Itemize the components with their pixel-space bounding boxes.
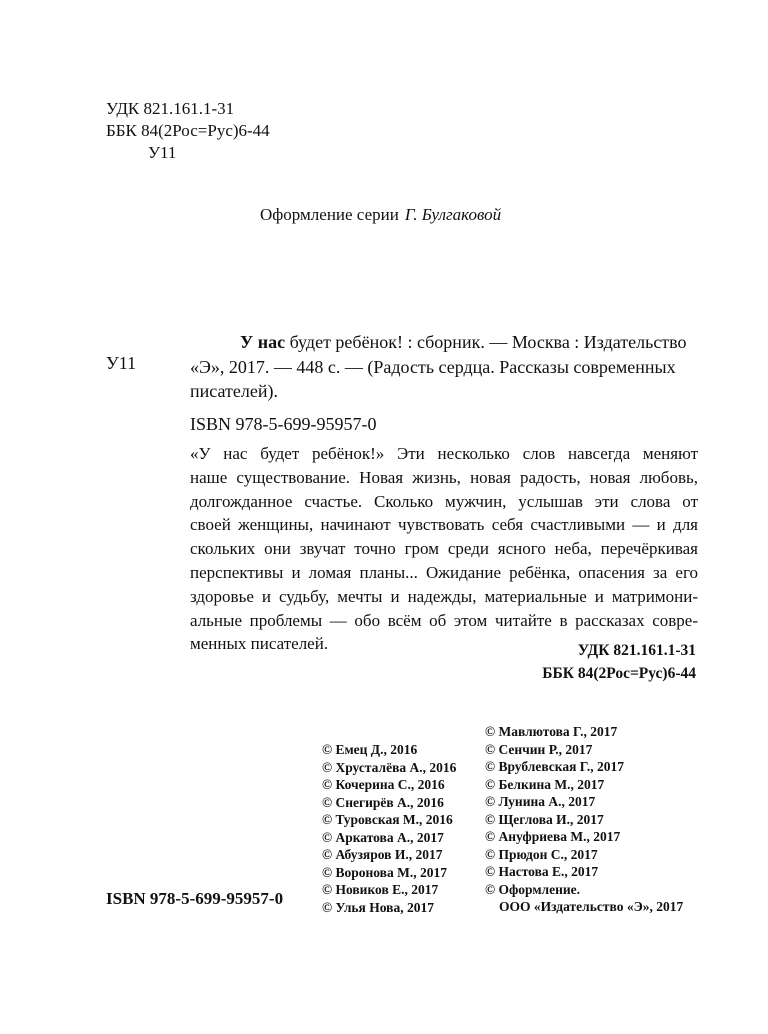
footer-udk-code: УДК 821.161.1-31 xyxy=(577,642,696,659)
copyright-item: © Улья Нова, 2017 xyxy=(322,899,434,915)
copyright-item: © Ануфриева М., 2017 xyxy=(485,829,621,844)
annotation-line: «У нас будет ребёнок!» Эти несколько слов навсегда меняют xyxy=(190,444,698,463)
copyright-item: © Новиков Е., 2017 xyxy=(322,882,439,897)
biblio-author-mark: У11 xyxy=(106,353,137,373)
copyright-item: © Абузяров И., 2017 xyxy=(322,847,443,862)
copyright-item: © Оформление. xyxy=(485,881,581,897)
series-designer: Г. Булгаковой xyxy=(404,205,502,224)
copyright-publisher: ООО «Издательство «Э», 2017 xyxy=(499,899,684,914)
copyright-item: © Мавлютова Г., 2017 xyxy=(485,724,618,739)
annotation-line: перспективы и ломая планы... Ожидание ребёнка, опасения за его xyxy=(190,562,698,582)
copyright-item: © Прюдон С., 2017 xyxy=(485,846,598,862)
series-label: Оформление серии xyxy=(260,205,399,224)
copyright-item: © Хрусталёва А., 2016 xyxy=(322,759,457,775)
biblio-line-3: писателей). xyxy=(190,381,278,401)
annotation-line: долгожданное счастье. Сколько мужчин, услышав эти слова от xyxy=(190,491,698,511)
annotation-line: альные проблемы — обо всём об этом читайте в рассказах совре- xyxy=(190,610,698,630)
copyright-item: © Белкина М., 2017 xyxy=(485,776,605,792)
annotation-line: менных писателей. xyxy=(190,634,329,654)
top-udk-code: УДК 821.161.1-31 xyxy=(106,99,235,118)
biblio-title-rest: будет ребёнок! : сборник. — Москва : Издательство xyxy=(285,332,687,352)
footer-bbk-code: ББК 84(2Рос=Рус)6-44 xyxy=(542,665,696,682)
biblio-title-bold: У нас xyxy=(240,332,286,352)
annotation xyxy=(190,442,698,656)
isbn-main: ISBN 978-5-699-95957-0 xyxy=(190,414,377,434)
copyright-item: © Емец Д., 2016 xyxy=(322,742,418,757)
bibliographic-record xyxy=(190,330,698,404)
copyright-item: © Туровская М., 2016 xyxy=(322,812,453,827)
isbn-bottom: ISBN 978-5-699-95957-0 xyxy=(106,889,284,908)
annotation-line: наше существование. Новая жизнь, новая радость, новая любовь, xyxy=(190,467,698,487)
copyright-item: © Щеглова И., 2017 xyxy=(485,811,604,827)
copyright-item: © Кочерина С., 2016 xyxy=(322,777,445,792)
annotation-line: скольких они звучат точно гром среди ясного неба, перечёркивая xyxy=(190,539,698,559)
copyright-item: © Воронова М., 2017 xyxy=(322,864,447,880)
top-author-mark: У11 xyxy=(148,143,177,162)
copyright-item: © Лунина А., 2017 xyxy=(485,794,596,809)
top-bbk-code: ББК 84(2Рос=Рус)6-44 xyxy=(106,121,270,140)
copyright-item: © Снегирёв А., 2016 xyxy=(322,794,444,810)
copyright-item: © Врублевская Г., 2017 xyxy=(485,759,624,774)
biblio-line-1 xyxy=(190,330,698,355)
biblio-line-2: «Э», 2017. — 448 с. — (Радость сердца. Рассказы современных xyxy=(190,356,676,377)
copyrights-right-column xyxy=(485,723,683,916)
annotation-line: здоровье и судьбу, мечты и надежды, материальные и матримони- xyxy=(190,586,698,606)
copyright-item: © Сенчин Р., 2017 xyxy=(485,741,593,757)
copyright-item: © Аркатова А., 2017 xyxy=(322,829,444,845)
copyright-item: © Настова Е., 2017 xyxy=(485,864,599,879)
series-credit xyxy=(260,205,501,225)
annotation-line: своей женщины, начинают чувствовать себя счастливыми — и для xyxy=(190,515,698,535)
copyrights-left-column xyxy=(322,741,456,916)
